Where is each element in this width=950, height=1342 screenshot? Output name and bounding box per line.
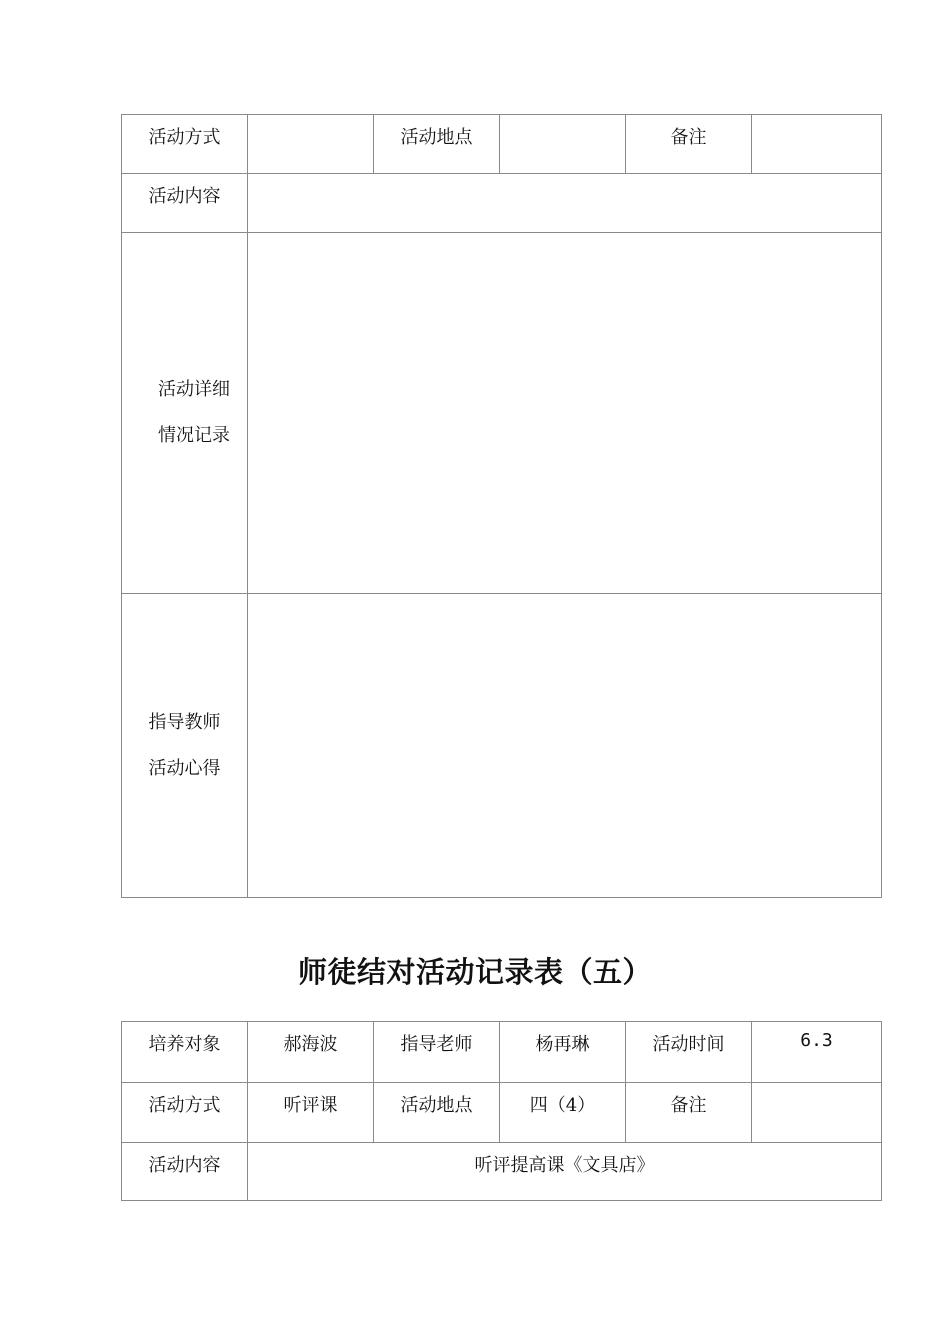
- trainee-label: 培养对象: [122, 1022, 248, 1083]
- mentor-reflection-label-line2: 活动心得: [148, 757, 221, 779]
- page-title: 师徒结对活动记录表（五）: [297, 955, 652, 989]
- activity-details-value: [248, 233, 882, 594]
- activity-time-label: 活动时间: [626, 1022, 752, 1083]
- activity-content-value: 听评提高课《文具店》: [248, 1143, 882, 1201]
- activity-record-table-continued: [121, 114, 882, 898]
- activity-time-value: 6.3: [752, 1022, 882, 1083]
- activity-location-label: 活动地点: [374, 115, 500, 174]
- table-row: [122, 174, 882, 233]
- table-row: [122, 115, 882, 174]
- remarks-value: [752, 1083, 882, 1143]
- activity-details-label: [122, 233, 248, 594]
- mentor-value: 杨再琳: [500, 1022, 626, 1083]
- activity-method-label: 活动方式: [122, 115, 248, 174]
- mentor-reflection-label: [122, 594, 248, 898]
- table-row: [122, 1022, 882, 1083]
- activity-location-label: 活动地点: [374, 1083, 500, 1143]
- remarks-value: [752, 115, 882, 174]
- activity-location-value: 四（4）: [500, 1083, 626, 1143]
- activity-method-value: [248, 115, 374, 174]
- activity-content-value: [248, 174, 882, 233]
- mentor-label: 指导老师: [374, 1022, 500, 1083]
- activity-details-label-line1: 活动详细: [158, 379, 230, 400]
- activity-method-label: 活动方式: [122, 1083, 248, 1143]
- activity-method-value: 听评课: [248, 1083, 374, 1143]
- remarks-label: 备注: [626, 1083, 752, 1143]
- activity-record-table-five: [121, 1021, 882, 1201]
- table-row: [122, 1083, 882, 1143]
- mentor-reflection-value: [248, 594, 882, 898]
- mentor-reflection-label-line1: 指导教师: [148, 711, 221, 733]
- activity-content-label: 活动内容: [122, 174, 248, 233]
- trainee-value: 郝海波: [248, 1022, 374, 1083]
- activity-details-label-line2: 情况记录: [158, 425, 230, 446]
- table-row: [122, 594, 882, 898]
- activity-location-value: [500, 115, 626, 174]
- remarks-label: 备注: [626, 115, 752, 174]
- table-row: [122, 233, 882, 594]
- table-row: [122, 1143, 882, 1201]
- activity-content-label: 活动内容: [122, 1143, 248, 1201]
